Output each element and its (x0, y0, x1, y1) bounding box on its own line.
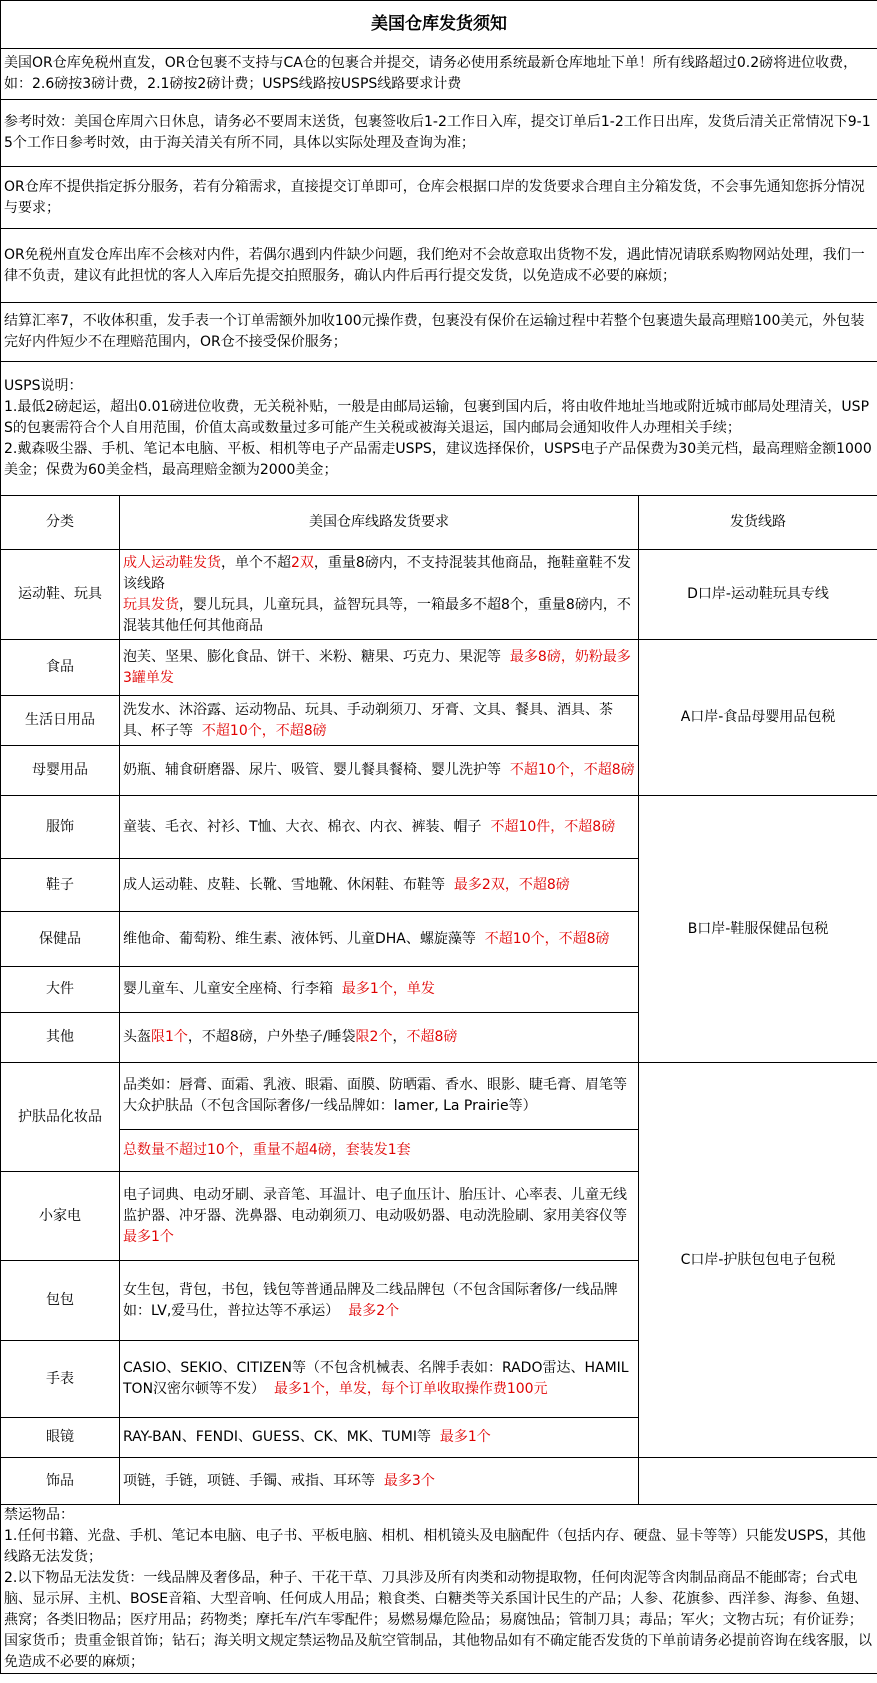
requirement-large: 婴儿童车、儿童安全座椅、行李箱 最多1个，单发 (120, 967, 639, 1013)
route-c: C口岸-护肤包包电子包税 (639, 1063, 877, 1458)
usps-item-2: 2.戴森吸尘器、手机、笔记本电脑、平板、相机等电子产品需走USPS，建议选择保价，USPS电子产品保费为30美元档，最高理赔金额1000美金；保费为60美金档，最高理赔金额为2000美金； (4, 441, 872, 478)
category-baby: 母婴用品 (1, 746, 120, 796)
requirement-shoes: 成人运动鞋、皮鞋、长靴、雪地靴、休闲鞋、布鞋等 最多2双，不超8磅 (120, 859, 639, 912)
prohibited-items (1, 1505, 877, 1674)
category-appliance: 小家电 (1, 1172, 120, 1261)
requirement-appliance: 电子词典、电动牙刷、录音笔、耳温计、电子血压计、胎压计、心率表、儿童无线监护器、冲牙器、洗鼻器、电动剃须刀、电动吸奶器、电动洗脸刷、家用美容仪等 最多1个 (120, 1172, 639, 1261)
notice-warehouse: 美国OR仓库免税州直发，OR仓包裹不支持与CA仓的包裹合并提交，请务必使用系统最新仓库地址下单！所有线路超过0.2磅将进位收费，如：2.6磅按3磅计费，2.1磅按2磅计费；USPS线路按USPS线路要求计费 (1, 49, 877, 100)
header-requirements: 美国仓库线路发货要求 (120, 496, 639, 550)
prohibited-item-1: 1.任何书籍、光盘、手机、笔记本电脑、电子书、平板电脑、相机、相机镜头及电脑配件（包括内存、硬盘、显卡等等）只能发USPS，其他线路无法发货； (4, 1528, 866, 1565)
category-shoes: 鞋子 (1, 859, 120, 912)
category-bags: 包包 (1, 1261, 120, 1341)
table-row (1, 796, 877, 859)
requirement-skincare: 品类如：唇膏、面霜、乳液、眼霜、面膜、防晒霜、香水、眼影、睫毛膏、眉笔等大众护肤品（不包含国际奢侈/一线品牌如：lamer, La Prairie等） (120, 1063, 639, 1130)
category-health: 保健品 (1, 912, 120, 967)
requirement-sports: 成人运动鞋发货，单个不超2双，重量8磅内，不支持混装其他商品，拖鞋童鞋不发该线路 玩具发货，婴儿玩具，儿童玩具，益智玩具等，一箱最多不超8个，重量8磅内，不混装其他任何其他商品 (120, 550, 639, 640)
category-glasses: 眼镜 (1, 1418, 120, 1458)
header-category: 分类 (1, 496, 120, 550)
notice-settlement: 结算汇率7，不收体积重，发手表一个订单需额外加收100元操作费，包裹没有保价在运输过程中若整个包裹遗失最高理赔100美元，外包装完好内件短少不在理赔范围内，OR仓不接受保价服务； (1, 303, 877, 362)
category-food: 食品 (1, 640, 120, 696)
category-other: 其他 (1, 1013, 120, 1063)
requirement-watches: CASIO、SEKIO、CITIZEN等（不包含机械表、名牌手表如：RADO雷达、HAMILTON汉密尔顿等不发） 最多1个，单发，每个订单收取操作费100元 (120, 1341, 639, 1418)
requirement-skincare-limit: 总数量不超过10个，重量不超4磅，套装发1套 (120, 1130, 639, 1172)
notice-split: OR仓库不提供指定拆分服务，若有分箱需求，直接提交订单即可，仓库会根据口岸的发货要求合理自主分箱发货，不会事先通知您拆分情况与要求； (1, 167, 877, 229)
header-route: 发货线路 (639, 496, 877, 550)
route-d: D口岸-运动鞋玩具专线 (639, 550, 877, 640)
prohibited-item-2: 2.以下物品无法发货：一线品牌及奢侈品，种子、干花干草、刀具涉及所有肉类和动物提取物，任何肉泥等含肉制品商品不能邮寄；台式电脑、显示屏、主机、BOSE音箱、大型音响、任何成人用品；粮食类、白糖类等关系国计民生的产品；人参、花旗参、西洋参、海参、鱼翅、燕窝；各类旧物品；医疗用品；药物类；摩托车/汽车零配件；易燃易爆危险品；易腐蚀品；管制刀具；毒品；军火；文物古玩；有价证券；国家货币；贵重金银首饰；钻石；海关明文规定禁运物品及航空管制品，其他物品如有不确定能否发货的下单前请务必提前咨询在线客服，以免造成不必要的麻烦； (4, 1570, 872, 1670)
notice-timing: 参考时效：美国仓库周六日休息，请务必不要周末送货，包裹签收后1-2工作日入库，提交订单后1-2工作日出库，发货后清关正常情况下9-15个工作日参考时效，由于海关清关有所不同，具体以实际处理及查询为准； (1, 100, 877, 167)
table-row (1, 1063, 877, 1130)
route-a: A口岸-食品母婴用品包税 (639, 640, 877, 796)
category-daily: 生活日用品 (1, 696, 120, 746)
page-title: 美国仓库发货须知 (1, 1, 877, 49)
table-row (1, 640, 877, 696)
table-row (1, 1458, 877, 1505)
category-skincare: 护肤品化妆品 (1, 1063, 120, 1172)
notice-inspection: OR免税州直发仓库出库不会核对内件，若偶尔遇到内件缺少问题，我们绝对不会故意取出货物不发，遇此情况请联系购物网站处理，我们一律不负责，建议有此担忧的客人入库后先提交拍照服务，确认内件后再行提交发货，以免造成不必要的麻烦； (1, 229, 877, 303)
requirement-health: 维他命、葡萄粉、维生素、液体钙、儿童DHA、螺旋藻等 不超10个，不超8磅 (120, 912, 639, 967)
requirement-jewelry: 项链，手链，项链、手镯、戒指、耳环等 最多3个 (120, 1458, 639, 1505)
requirement-glasses: RAY-BAN、FENDI、GUESS、CK、MK、TUMI等 最多1个 (120, 1418, 639, 1458)
category-watches: 手表 (1, 1341, 120, 1418)
category-sports: 运动鞋、玩具 (1, 550, 120, 640)
prohibited-title: 禁运物品： (4, 1507, 74, 1523)
category-jewelry: 饰品 (1, 1458, 120, 1505)
usps-title: USPS说明： (4, 378, 83, 394)
requirement-daily: 洗发水、沐浴露、运动物品、玩具、手动剃须刀、牙膏、文具、餐具、酒具、茶具、杯子等 不超10个，不超8磅 (120, 696, 639, 746)
category-clothing: 服饰 (1, 796, 120, 859)
usps-notes (1, 362, 877, 496)
route-b: B口岸-鞋服保健品包税 (639, 796, 877, 1063)
usps-item-1: 1.最低2磅起运，超出0.01磅进位收费，无关税补贴，一般是由邮局运输，包裹到国内后，将由收件地址当地或附近城市邮局处理清关，USPS的包裹需符合个人自用范围，价值太高或数量过多可能产生关税或被海关退运，国内邮局会通知收件人办理相关手续； (4, 399, 870, 436)
category-large: 大件 (1, 967, 120, 1013)
requirement-other: 头盔限1个，不超8磅，户外垫子/睡袋限2个，不超8磅 (120, 1013, 639, 1063)
requirement-clothing: 童装、毛衣、衬衫、T恤、大衣、棉衣、内衣、裤装、帽子 不超10件，不超8磅 (120, 796, 639, 859)
requirement-baby: 奶瓶、辅食研磨器、尿片、吸管、婴儿餐具餐椅、婴儿洗护等 不超10个，不超8磅 (120, 746, 639, 796)
requirement-food: 泡芙、坚果、膨化食品、饼干、米粉、糖果、巧克力、果泥等 最多8磅，奶粉最多3罐单发 (120, 640, 639, 696)
requirement-bags: 女生包，背包，书包，钱包等普通品牌及二线品牌包（不包含国际奢侈/一线品牌如：LV,爱马仕，普拉达等不承运） 最多2个 (120, 1261, 639, 1341)
table-row (1, 550, 877, 640)
